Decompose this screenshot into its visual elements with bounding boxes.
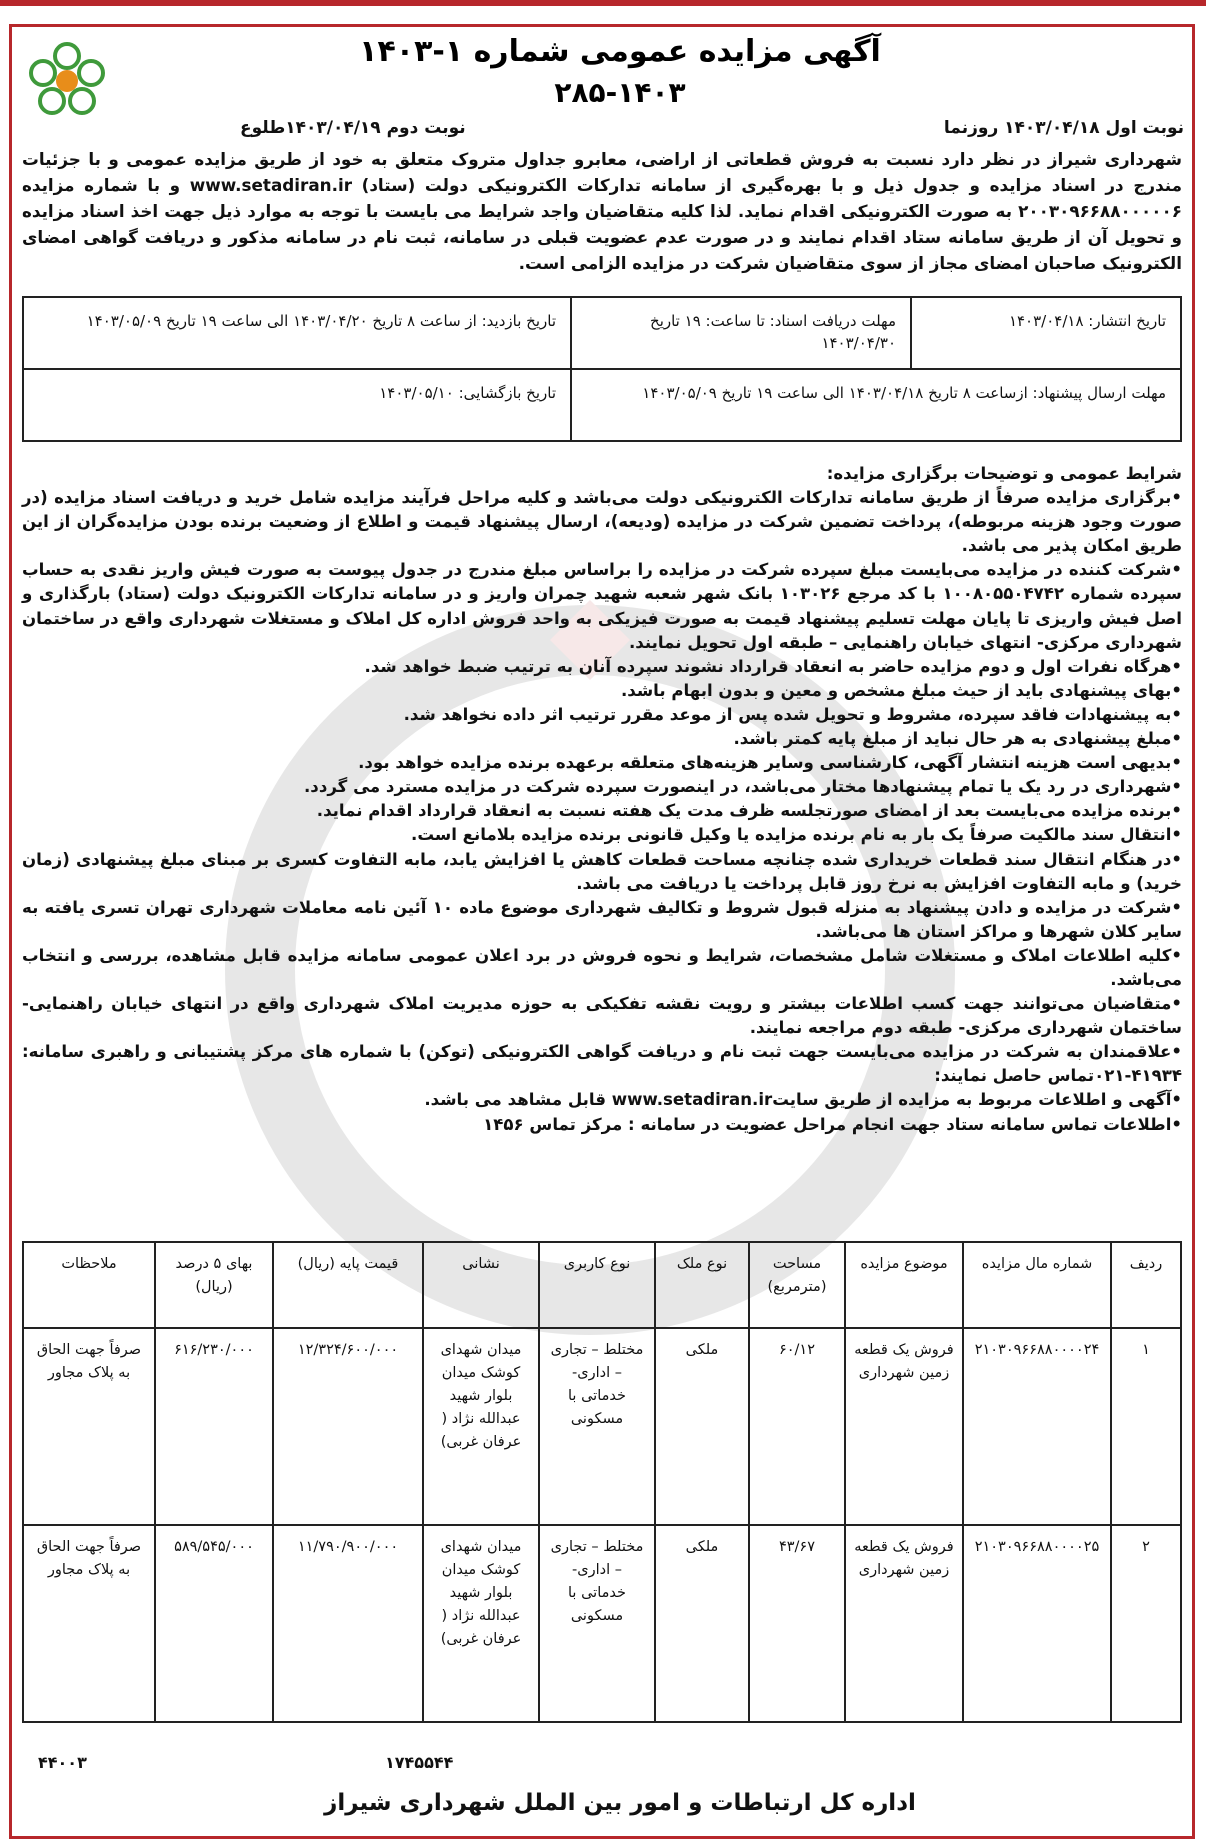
cell-row: ۱ bbox=[1111, 1328, 1181, 1525]
second-publication: نوبت دوم ۱۴۰۳/۰۴/۱۹طلوع bbox=[240, 118, 466, 138]
cell-property-type: ملکی bbox=[655, 1525, 749, 1722]
auction-items-table bbox=[22, 1241, 1182, 1723]
cell-address: میدان شهدای کوشک میدان بلوار شهید عبدالله نژاد ( عرفان غربی) bbox=[423, 1525, 539, 1722]
condition-item: •شرکت در مزایده و دادن پیشنهاد به منزله قبول شروط و تکالیف شهرداری موضوع ماده ۱۰ آئین نامه معاملات شهرداری تهران تسری یافته به سایر کلان شهرها و مراکز استان ها می‌باشد. bbox=[22, 897, 1182, 941]
col-deposit-header: بهای ۵ درصد (ریال) bbox=[155, 1242, 273, 1328]
cell-item-number: ۲۱۰۳۰۹۶۶۸۸۰۰۰۰۲۵ bbox=[963, 1525, 1111, 1722]
general-conditions bbox=[22, 462, 1182, 1137]
col-area-header: مساحت (مترمربع) bbox=[749, 1242, 845, 1328]
cell-address: میدان شهدای کوشک میدان بلوار شهید عبدالله نژاد ( عرفان غربی) bbox=[423, 1328, 539, 1525]
col-notes-header: ملاحظات bbox=[23, 1242, 155, 1328]
condition-item: •برگزاری مزایده صرفاً از طریق سامانه تدارکات الکترونیکی دولت می‌باشد و کلیه مراحل فرآیند مزایده شامل خرید و دریافت اسناد مزایده (در صورت وجود هزینه مربوطه)، پرداخت تضمین شرکت در مزایده (ودیعه)، ارسال پیشنهاد قیمت و اطلاع از وضعیت برنده بودن مزایده‌گران از این طریق امکان پذیر می باشد. bbox=[22, 488, 1182, 556]
cell-row: ۲ bbox=[1111, 1525, 1181, 1722]
cell-usage: مختلط – تجاری – اداری- خدماتی با مسکونی bbox=[539, 1525, 655, 1722]
condition-item: •شرکت کننده در مزایده می‌بایست مبلغ سپرده شرکت در مزایده را براساس مبلغ مندرج در جدول پیوست به صورت فیش واریز نقدی به حساب سپرده شماره ۱۰۰۸۰۵۵۰۴۷۴۲ با کد مرجع ۱۰۳۰۲۶ بانک شهر شعبه شهید چمران واریز و در سامانه تدارکات الکترونیک دولت (ستاد) بارگذاری و اصل فیش واریزی تا پایان مهلت تسلیم پیشنهاد قیمت به صورت فیزیکی به واحد فروش اداره کل املاک و مستغلات شهرداری واقع در ساختمان شهرداری مرکزی- انتهای خیابان راهنمایی – طبقه اول تحویل نمایند. bbox=[22, 560, 1182, 652]
cell-deposit: ۵۸۹/۵۴۵/۰۰۰ bbox=[155, 1525, 273, 1722]
col-base-price-header: قیمت پایه (ریال) bbox=[273, 1242, 423, 1328]
col-item-number-header: شماره مال مزایده bbox=[963, 1242, 1111, 1328]
table-header-row bbox=[23, 1242, 1181, 1328]
receive-deadline: مهلت دریافت اسناد: تا ساعت: ۱۹ تاریخ ۱۴۰۳/۰۴/۳۰ bbox=[571, 297, 911, 369]
footer-organization: اداره کل ارتباطات و امور بین الملل شهرداری شیراز bbox=[324, 1790, 916, 1816]
cell-item-number: ۲۱۰۳۰۹۶۶۸۸۰۰۰۰۲۴ bbox=[963, 1328, 1111, 1525]
condition-item: •مبلغ پیشنهادی به هر حال نباید از مبلغ پایه کمتر باشد. bbox=[733, 729, 1182, 749]
opening-date: تاریخ بازگشایی: ۱۴۰۳/۰۵/۱۰ bbox=[23, 369, 571, 441]
cell-base-price: ۱۱/۷۹۰/۹۰۰/۰۰۰ bbox=[273, 1525, 423, 1722]
footer-code-left: ۴۴۰۰۳ bbox=[38, 1753, 87, 1772]
table-row bbox=[23, 1328, 1181, 1525]
condition-item: •کلیه اطلاعات املاک و مستغلات شامل مشخصات، شرایط و نحوه فروش در برد اعلان عمومی سامانه مزایده قابل مشاهده، بررسی و انتخاب می‌باشد. bbox=[22, 945, 1182, 989]
top-red-line bbox=[0, 0, 1206, 6]
cell-area: ۶۰/۱۲ bbox=[749, 1328, 845, 1525]
conditions-heading: شرایط عمومی و توضیحات برگزاری مزایده: bbox=[826, 464, 1182, 483]
cell-base-price: ۱۲/۳۲۴/۶۰۰/۰۰۰ bbox=[273, 1328, 423, 1525]
cell-deposit: ۶۱۶/۲۳۰/۰۰۰ bbox=[155, 1328, 273, 1525]
dates-table bbox=[22, 296, 1182, 442]
cell-notes: صرفاً جهت الحاق به پلاک مجاور bbox=[23, 1525, 155, 1722]
cell-subject: فروش یک قطعه زمین شهرداری bbox=[845, 1525, 963, 1722]
condition-item: •اطلاعات تماس سامانه ستاد جهت انجام مراحل عضویت در سامانه : مرکز تماس ۱۴۵۶ bbox=[483, 1114, 1182, 1134]
condition-item: •به پیشنهادات فاقد سپرده، مشروط و تحویل شده پس از موعد مقرر ترتیب اثر داده نخواهد شد. bbox=[403, 704, 1182, 724]
cell-notes: صرفاً جهت الحاق به پلاک مجاور bbox=[23, 1328, 155, 1525]
visit-date: تاریخ بازدید: از ساعت ۸ تاریخ ۱۴۰۳/۰۴/۲۰ الی ساعت ۱۹ تاریخ ۱۴۰۳/۰۵/۰۹ bbox=[23, 297, 571, 369]
condition-item: •آگهی و اطلاعات مربوط به مزایده از طریق سایتwww.setadiran.ir قابل مشاهد می باشد. bbox=[424, 1090, 1182, 1110]
condition-item: •متقاضیان می‌توانند جهت کسب اطلاعات بیشتر و رویت نقشه تفکیکی به حوزه مدیریت املاک شهرداری واقع در انتهای خیابان راهنمایی- ساختمان شهرداری مرکزی- طبقه دوم مراجعه نمایند. bbox=[22, 994, 1182, 1038]
condition-item: •بدیهی است هزینه انتشار آگهی، کارشناسی وسایر هزینه‌های متعلقه برعهده برنده مزایده خواهد بود. bbox=[358, 753, 1182, 773]
col-property-type-header: نوع ملک bbox=[655, 1242, 749, 1328]
first-publication: نوبت اول ۱۴۰۳/۰۴/۱۸ روزنما bbox=[943, 118, 1184, 138]
table-row bbox=[23, 1525, 1181, 1722]
cell-usage: مختلط – تجاری – اداری- خدماتی با مسکونی bbox=[539, 1328, 655, 1525]
cell-area: ۴۳/۶۷ bbox=[749, 1525, 845, 1722]
condition-item: •شهرداری در رد یک یا تمام پیشنهادها مختار می‌باشد، در اینصورت سپرده شرکت در مزایده مسترد می گردد. bbox=[304, 777, 1182, 797]
submit-deadline: مهلت ارسال پیشنهاد: ازساعت ۸ تاریخ ۱۴۰۳/۰۴/۱۸ الی ساعت ۱۹ تاریخ ۱۴۰۳/۰۵/۰۹ bbox=[571, 369, 1181, 441]
shiraz-municipality-logo bbox=[27, 40, 107, 120]
condition-item: •علاقمندان به شرکت در مزایده می‌بایست جهت ثبت نام و دریافت گواهی الکترونیکی (توکن) با شماره های مرکز پشتیبانی و راهبری سامانه: ۴۱۹۳۴-۰۲۱تماس حاصل نمایند: bbox=[22, 1042, 1182, 1086]
col-address-header: نشانی bbox=[423, 1242, 539, 1328]
footer-code-mid: ۱۷۴۵۵۴۴ bbox=[385, 1753, 454, 1772]
col-subject-header: موضوع مزایده bbox=[845, 1242, 963, 1328]
condition-item: •هرگاه نفرات اول و دوم مزایده حاضر به انعقاد قرارداد نشوند سپرده آنان به ترتیب ضبط خواهد شد. bbox=[364, 656, 1182, 676]
cell-subject: فروش یک قطعه زمین شهرداری bbox=[845, 1328, 963, 1525]
notice-number: ۲۸۵-۱۴۰۳ bbox=[554, 76, 686, 109]
condition-item: •در هنگام انتقال سند قطعات خریداری شده چنانچه مساحت قطعات کاهش یا افزایش یابد، مابه التفاوت کسری بر مبنای مبلغ پیشنهادی (زمان خرید) و مابه التفاوت افزایش به نرخ روز قابل پرداخت یا دریافت می باشد. bbox=[22, 849, 1182, 893]
publish-date: تاریخ انتشار: ۱۴۰۳/۰۴/۱۸ bbox=[911, 297, 1181, 369]
intro-paragraph: شهرداری شیراز در نظر دارد نسبت به فروش قطعاتی از اراضی، معابرو جداول متروک متعلق به خود از طریق مزایده عمومی و با جزئیات مندرج در اسناد مزایده و جدول ذیل و با بهره‌گیری از سامانه تدارکات الکترونیکی دولت (ستاد) www.setadiran.ir و با شماره مزایده ۲۰۰۳۰۹۶۶۸۸۰۰۰۰۰۶ به صورت الکترونیکی اقدام نماید. لذا کلیه متقاضیان واجد شرایط می بایست با توجه به موارد ذیل جهت اخذ اسناد مزایده و تحویل آن از طریق سامانه ستاد اقدام نمایند و در صورت عدم عضویت قبلی در سامانه، ثبت نام در سامانه مذکور و دریافت گواهی امضای الکترونیک صاحبان امضای مجاز از سوی متقاضیان شرکت در مزایده الزامی است. bbox=[22, 149, 1183, 273]
condition-item: •انتقال سند مالکیت صرفاً یک بار به نام برنده مزایده یا وکیل قانونی برنده مزایده بلامانع است. bbox=[411, 825, 1182, 845]
col-row-header: ردیف bbox=[1111, 1242, 1181, 1328]
condition-item: •برنده مزایده می‌بایست بعد از امضای صورتجلسه ظرف مدت یک هفته نسبت به انعقاد قرارداد اقدام نماید. bbox=[316, 801, 1182, 821]
notice-title: آگهی مزایده عمومی شماره ۱-۱۴۰۳ bbox=[359, 34, 881, 69]
condition-item: •بهای پیشنهادی باید از حیث مبلغ مشخص و معین و بدون ابهام باشد. bbox=[620, 680, 1182, 700]
cell-property-type: ملکی bbox=[655, 1328, 749, 1525]
col-usage-header: نوع کاربری bbox=[539, 1242, 655, 1328]
